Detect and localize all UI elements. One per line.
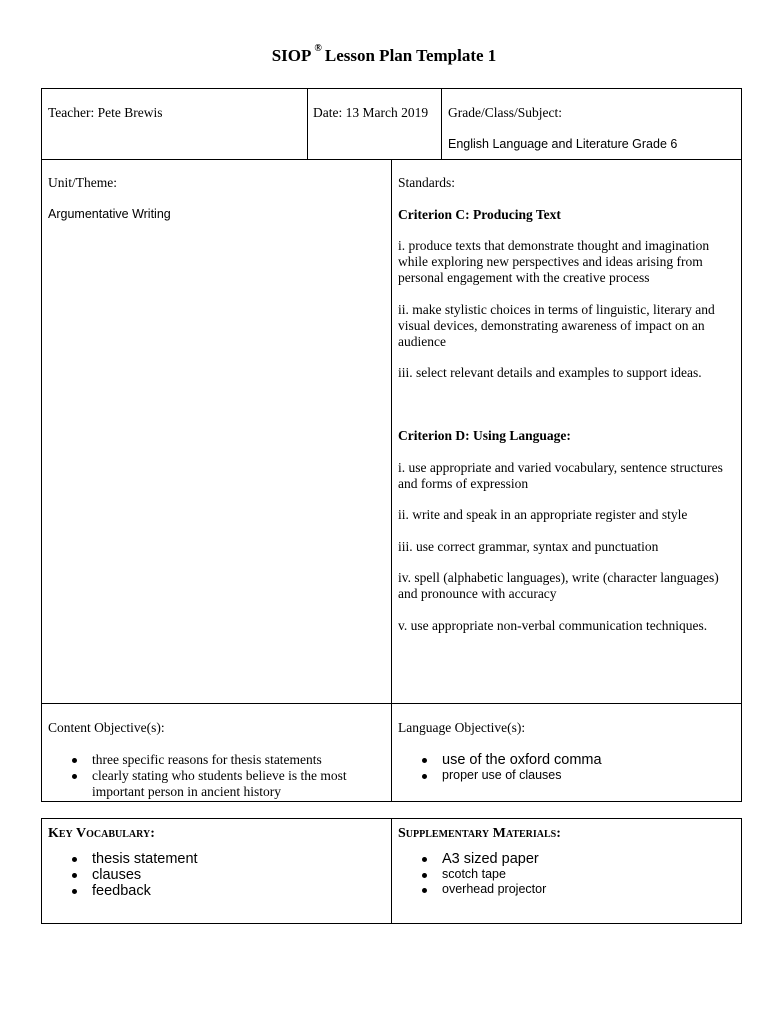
criterion-d-item: iv. spell (alphabetic languages), write (character languages) and pronounce with accuracy — [398, 570, 719, 601]
criterion-c-item: ii. make stylistic choices in terms of linguistic, literary and visual devices, demonstrating awareness of impact on an audience — [398, 301, 715, 349]
standards-label: Standards: — [398, 175, 455, 190]
criterion-d-item: i. use appropriate and varied vocabulary, sentence structures and forms of expression — [398, 459, 723, 491]
list-item: three specific reasons for thesis statements — [68, 752, 368, 768]
list-item: use of the oxford comma — [418, 752, 718, 768]
criterion-d-item: iii. use correct grammar, syntax and punctuation — [398, 538, 659, 554]
list-item: thesis statement — [68, 851, 368, 867]
criterion-d-heading: Criterion D: Using Language: — [398, 428, 571, 443]
supplementary-materials-list — [418, 851, 718, 897]
unit-value: Argumentative Writing — [48, 207, 171, 221]
list-item: clauses — [68, 867, 368, 883]
list-item: scotch tape — [418, 867, 718, 882]
document-title — [0, 43, 768, 66]
list-item: proper use of clauses — [418, 768, 718, 783]
content-objectives-list — [68, 752, 368, 800]
criterion-c-item: iii. select relevant details and examples to support ideas. — [398, 365, 702, 380]
teacher-field: Teacher: Pete Brewis — [48, 105, 163, 120]
criterion-d-item: ii. write and speak in an appropriate register and style — [398, 507, 688, 522]
list-item: A3 sized paper — [418, 851, 718, 867]
title-rest: Lesson Plan Template 1 — [324, 46, 497, 65]
language-objectives-list — [418, 752, 718, 783]
list-item: feedback — [68, 883, 368, 899]
language-objectives-label: Language Objective(s): — [398, 720, 526, 735]
criterion-c-heading: Criterion C: Producing Text — [398, 206, 561, 222]
list-item: overhead projector — [418, 882, 718, 897]
key-vocabulary-list — [68, 851, 368, 899]
standards-section — [398, 175, 736, 649]
grade-value: English Language and Literature Grade 6 — [448, 137, 678, 151]
grade-label: Grade/Class/Subject: — [448, 105, 562, 120]
key-vocabulary-label: Key Vocabulary: — [48, 826, 155, 841]
supplementary-materials-label: Supplementary Materials: — [398, 826, 561, 841]
date-field: Date: 13 March 2019 — [313, 105, 429, 120]
criterion-d-item: v. use appropriate non-verbal communication techniques. — [398, 617, 708, 633]
list-item: clearly stating who students believe is the most important person in ancient history — [68, 768, 368, 800]
criterion-c-item: i. produce texts that demonstrate thought and imagination while exploring new perspectives and ideas arising from personal engagement with the creative process — [398, 238, 710, 285]
title-main: SIOP — [271, 46, 312, 65]
unit-label: Unit/Theme: — [48, 175, 117, 190]
content-objectives-label: Content Objective(s): — [48, 720, 165, 735]
registered-mark: ® — [314, 43, 322, 55]
